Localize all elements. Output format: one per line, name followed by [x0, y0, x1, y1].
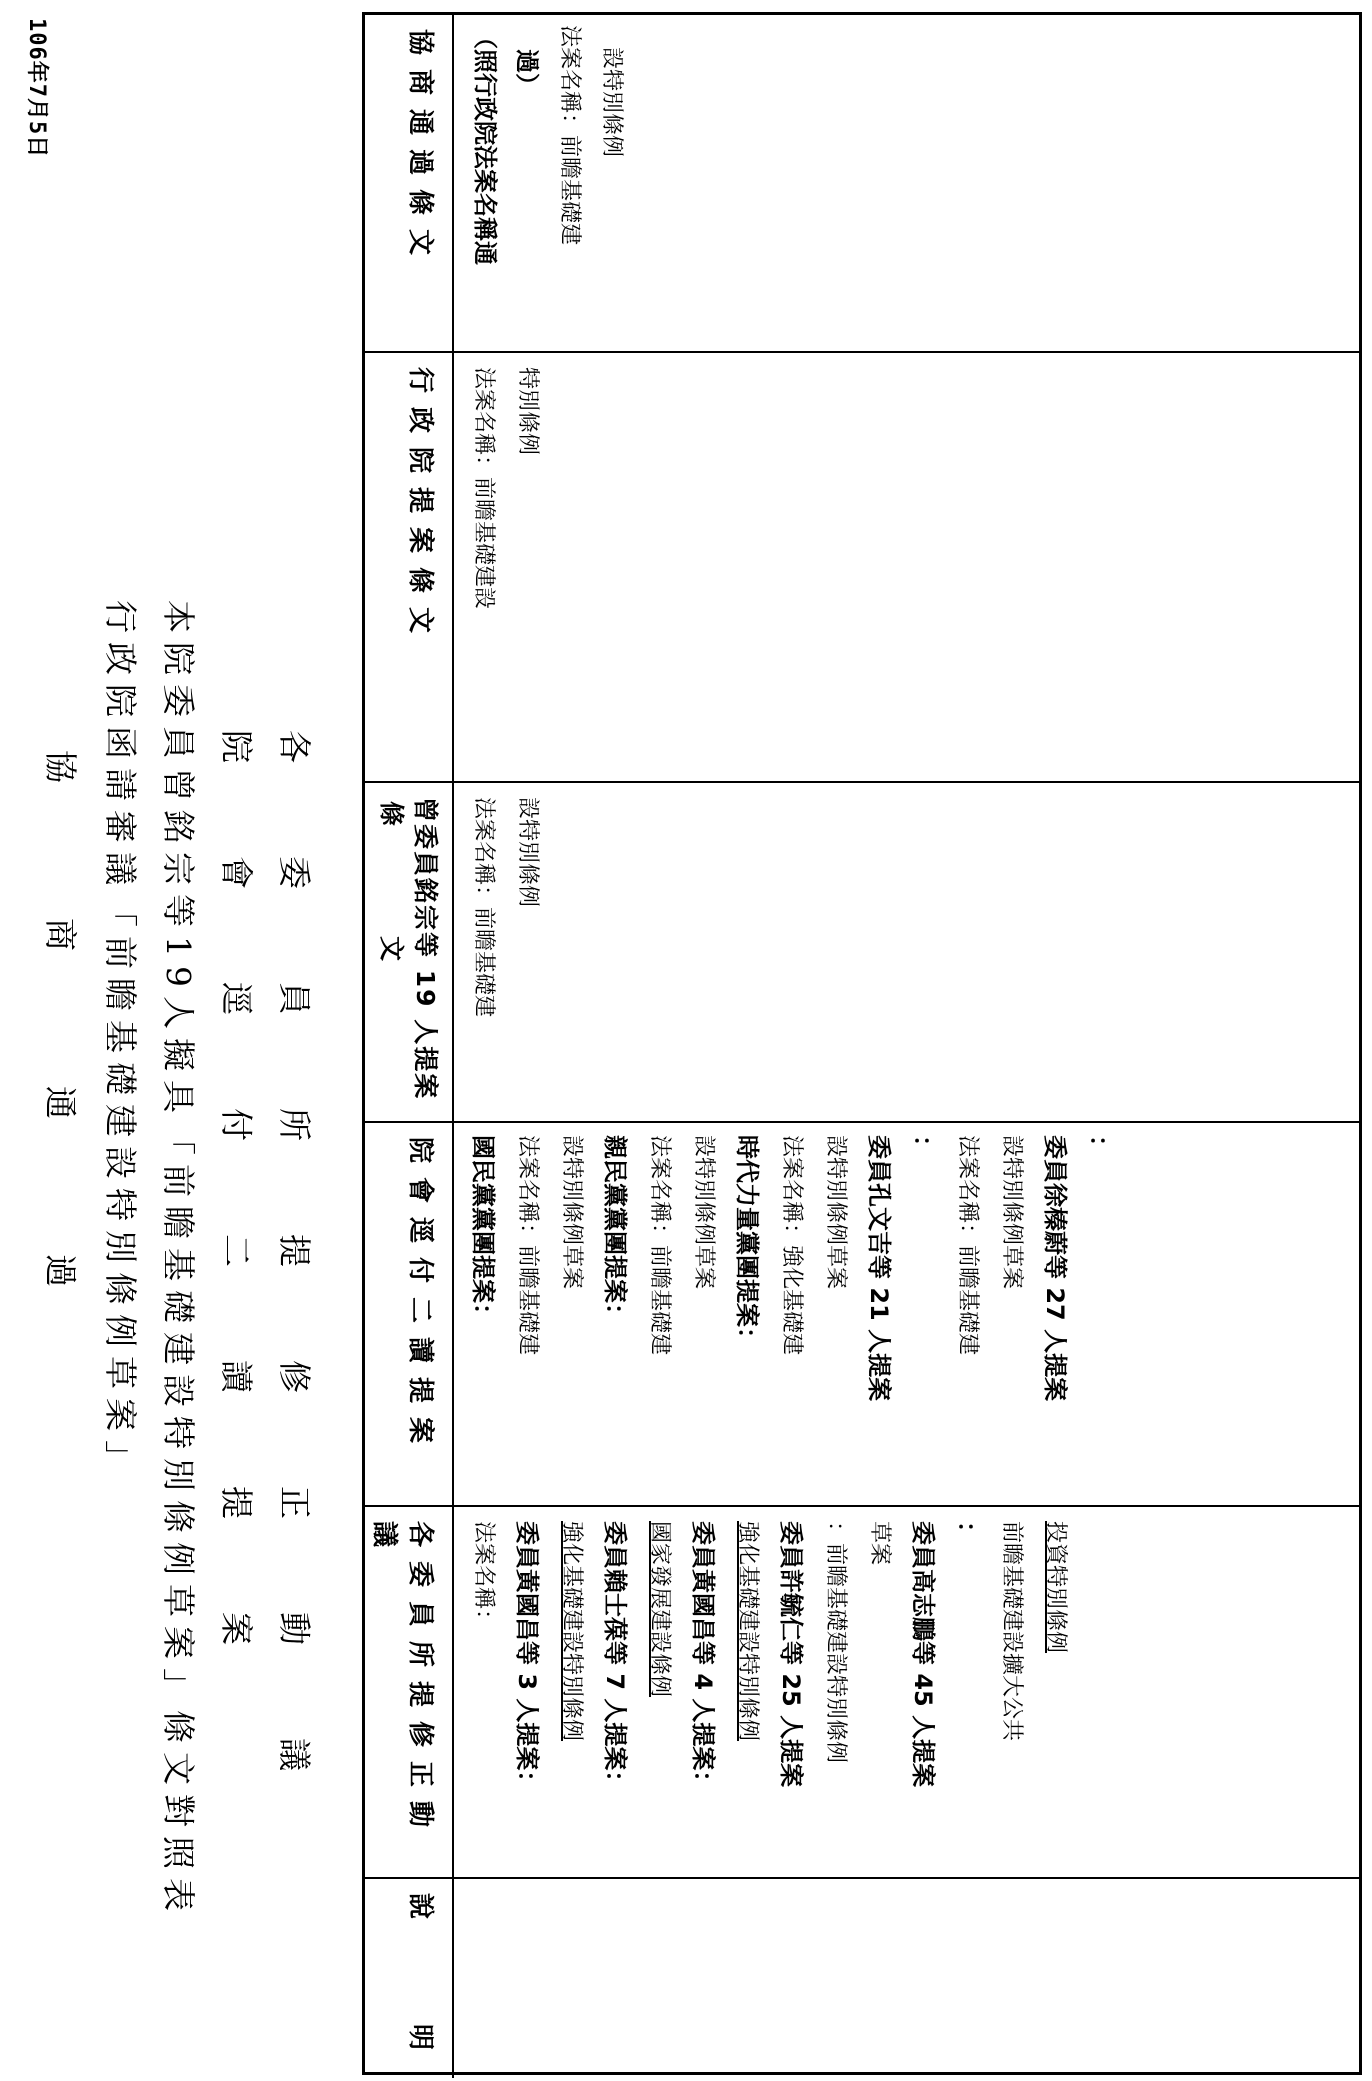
column-floor-proposals	[365, 1123, 1359, 1507]
motion-line: 國家發展建設條例	[647, 1521, 672, 1698]
motion-line: ：前瞻基礎建設特別條例	[823, 1521, 848, 1764]
motion-line: 強化基礎建設特別條例	[735, 1521, 760, 1742]
header-tseng-proposal	[359, 783, 454, 1121]
column-agreed-text	[365, 15, 1359, 353]
tseng-line: 法案名稱：前瞻基礎建	[471, 797, 496, 1018]
motion-line: 委員黃國昌等 3 人提案：	[513, 1521, 541, 1795]
floor-line: 法案名稱：強化基礎建	[779, 1135, 804, 1356]
header-explanation-char-1: 說	[405, 1893, 435, 1934]
tseng-line: 設特別條例	[515, 797, 540, 908]
agreed-line: 法案名稱：前瞻基礎建	[557, 25, 582, 246]
agreed-text-cell	[454, 15, 1359, 351]
header-floor-proposals: 院會逕付二讀提案	[359, 1123, 454, 1505]
title-line-2: 行政院函請審議「前瞻基礎建設特別條例草案」	[101, 600, 140, 1482]
title-line-4: 院 會 逕 付 二 讀 提 案	[217, 730, 256, 1654]
floor-line: ：	[1085, 1135, 1113, 1159]
motion-line: 草案	[867, 1521, 892, 1566]
header-tseng-line-1: 曾委員銘宗等 19 人提案	[411, 797, 440, 1101]
executive-line: 特別條例	[515, 367, 540, 456]
floor-line: 法案名稱：前瞻基礎建	[515, 1135, 540, 1356]
floor-line: 國民黨黨團提案：	[469, 1135, 497, 1327]
floor-line: 法案名稱：前瞻基礎建	[647, 1135, 672, 1356]
title-line-3: 本院委員曾銘宗等19人擬具「前瞻基礎建設特別條例草案」條文對照表	[159, 600, 198, 1920]
agreed-line: 設特別條例	[599, 25, 624, 158]
motion-line: 法案名稱：	[471, 1521, 496, 1632]
floor-line: 時代力量黨團提案：	[733, 1135, 761, 1351]
motion-line: 委員許毓仁等 25 人提案	[777, 1521, 805, 1788]
floor-line: 設特別條例草案	[691, 1135, 716, 1290]
floor-line: 設特別條例草案	[559, 1135, 584, 1290]
executive-line: 法案名稱：前瞻基礎建設	[471, 367, 496, 610]
floor-line: 委員孔文吉等 21 人提案	[865, 1135, 893, 1402]
title-line-1: 協 商 通 過	[41, 750, 80, 1296]
header-explanation	[359, 1879, 454, 2078]
document-title	[22, 520, 382, 1920]
header-executive-yuan: 行政院提案條文	[359, 353, 454, 781]
motion-line: 委員黃國昌等 4 人提案：	[689, 1521, 717, 1795]
motion-line: ：	[953, 1521, 981, 1545]
amendment-motions-cell	[454, 1507, 1359, 1877]
header-agreed-text: 協商通過條文	[359, 15, 454, 351]
column-explanation	[365, 1879, 1359, 2078]
motion-line: 前瞻基礎建設擴大公共	[999, 1521, 1024, 1742]
executive-yuan-cell	[454, 353, 1359, 781]
document-date: 106年7月5日	[24, 18, 49, 159]
explanation-cell	[454, 1879, 1359, 2078]
title-line-5: 各 委 員 所 提 修 正 動 議	[275, 730, 314, 1780]
column-executive-yuan	[365, 353, 1359, 783]
floor-line: 委員徐榛蔚等 27 人提案	[1041, 1135, 1069, 1402]
floor-line: 設特別條例草案	[999, 1135, 1024, 1290]
motion-line: 委員高志鵬等 45 人提案	[909, 1521, 937, 1788]
floor-line: ：	[909, 1135, 937, 1159]
header-explanation-char-2: 明	[405, 2023, 435, 2064]
header-tseng-line-2: 條 文	[377, 801, 406, 964]
motion-line: 委員賴士葆等 7 人提案：	[601, 1521, 629, 1795]
floor-line: 法案名稱：前瞻基礎建	[955, 1135, 980, 1356]
tseng-proposal-cell	[454, 783, 1359, 1121]
comparison-table	[362, 12, 1362, 2075]
floor-line: 設特別條例草案	[823, 1135, 848, 1290]
column-amendment-motions	[365, 1507, 1359, 1879]
column-tseng-proposal	[365, 783, 1359, 1123]
agreed-line: （照行政院法案名稱通	[471, 25, 499, 265]
floor-line: 親民黨黨團提案：	[601, 1135, 629, 1327]
header-amendment-motions: 各委員所提修正動議	[359, 1507, 454, 1877]
floor-proposals-cell	[454, 1123, 1359, 1505]
agreed-line: 過）	[513, 25, 541, 97]
motion-line: 投資特別條例	[1043, 1521, 1068, 1654]
motion-line: 強化基礎建設特別條例	[559, 1521, 584, 1742]
